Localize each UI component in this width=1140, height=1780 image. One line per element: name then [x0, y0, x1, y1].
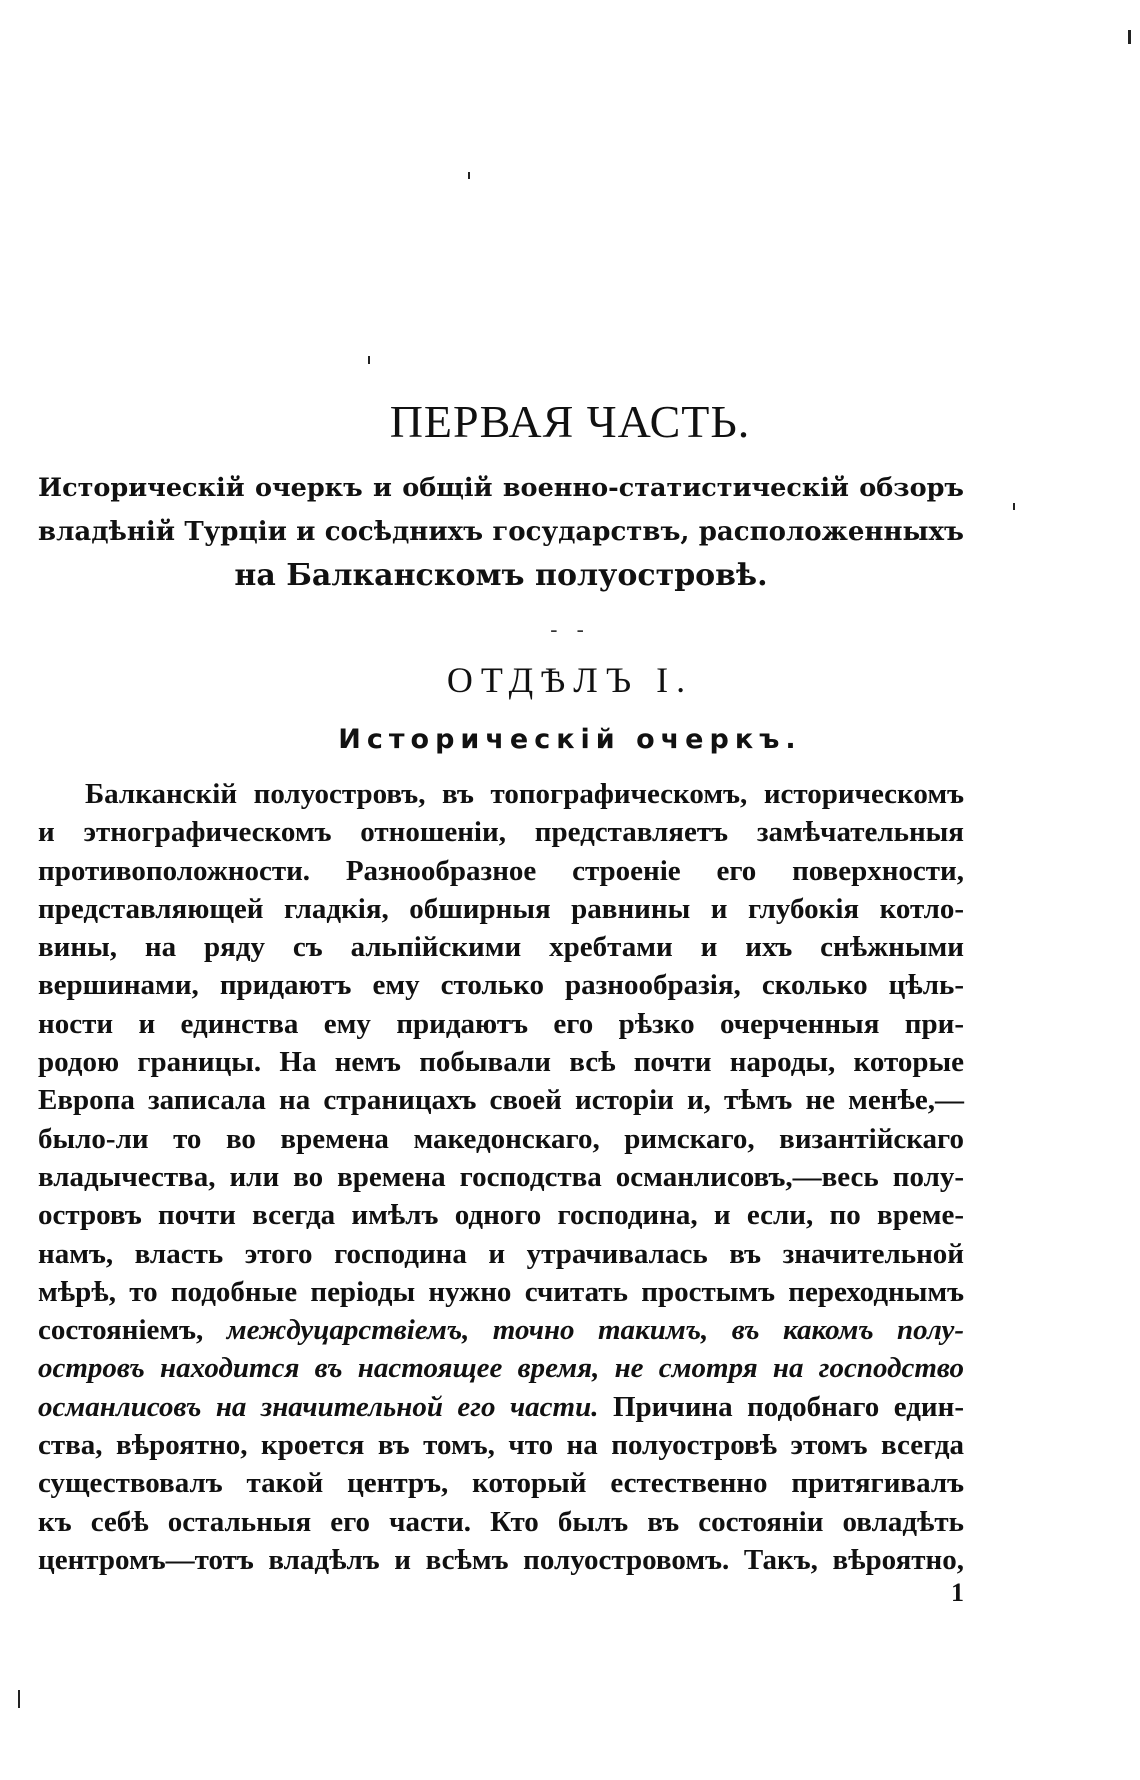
italic-text: междуцарствіемъ, точно такимъ, въ какомъ полу-: [226, 1314, 964, 1347]
text-line: ности и единства ему придаютъ его рѣзко очерченныя при-: [38, 1007, 964, 1040]
text-line: намъ, власть этого господина и утрачивалась въ значительной: [38, 1237, 964, 1270]
text-line: ства, вѣроятно, кроется въ томъ, что на полуостровѣ этомъ всегда: [38, 1429, 964, 1462]
text-line: [38, 1349, 964, 1387]
text-line: владычества, или во времена господства османлисовъ,—весь полу-: [38, 1160, 964, 1193]
text-line: мѣрѣ, то подобные періоды нужно считать простымъ переходнымъ: [38, 1275, 964, 1308]
part-subtitle: [38, 466, 964, 598]
subtitle-line: Историческій очеркъ и общій военно-статистическій обзоръ: [38, 473, 964, 503]
page-number: 1: [951, 1578, 964, 1607]
text-line: представляющей гладкія, обширныя равнины и глубокія котло-: [38, 892, 964, 925]
text-line: къ себѣ остальныя его части. Кто былъ въ состояніи овладѣть: [38, 1505, 964, 1538]
scan-speck: [18, 1690, 20, 1708]
scan-speck: [368, 356, 370, 364]
text-line: [38, 1311, 964, 1349]
part-title: ПЕРВАЯ ЧАСТЬ.: [389, 396, 751, 447]
subtitle-line: владѣній Турціи и сосѣднихъ государствъ, расположенныхъ: [38, 517, 964, 547]
plain-text: Причина подобнаго един-: [598, 1390, 964, 1423]
separator: - -: [550, 618, 590, 643]
text-line: родою границы. На немъ побывали всѣ почти народы, которые: [38, 1046, 964, 1079]
text-line: существовалъ такой центръ, который естественно притягивалъ: [38, 1467, 964, 1500]
body-paragraph: [38, 775, 964, 1579]
subtitle-line: на Балканскомъ полуостровѣ.: [234, 558, 768, 593]
scan-speck: [468, 172, 470, 179]
plain-text: состояніемъ,: [38, 1314, 227, 1347]
section-title: ОТДѢЛЪ I.: [446, 660, 694, 700]
text-line: [38, 1388, 964, 1426]
text-line: было-ли то во времена македонскаго, римскаго, византійскаго: [38, 1122, 964, 1155]
section-subtitle: Историческій очеркъ.: [338, 724, 802, 755]
scan-speck: [1128, 30, 1131, 44]
scan-speck: [1013, 503, 1015, 510]
text-line: островъ почти всегда имѣлъ одного господина, и если, по време-: [38, 1199, 964, 1232]
italic-text: островъ находится въ настоящее время, не смотря на господство: [38, 1352, 964, 1385]
text-line: и этнографическомъ отношеніи, представляетъ замѣчательныя: [38, 816, 964, 849]
text-line: вины, на ряду съ альпійскими хребтами и ихъ снѣжными: [38, 931, 964, 964]
italic-text: османлисовъ на значительной его части.: [38, 1390, 599, 1423]
text-line: Балканскій полуостровъ, въ топографическомъ, историческомъ: [85, 778, 964, 810]
text-line: Европа записала на страницахъ своей исторіи и, тѣмъ не менѣе,—: [38, 1084, 964, 1117]
text-line: центромъ—тотъ владѣлъ и всѣмъ полуостровомъ. Такъ, вѣроятно,: [38, 1543, 964, 1576]
text-line: вершинами, придаютъ ему столько разнообразія, сколько цѣль-: [38, 969, 964, 1002]
text-line: противоположности. Разнообразное строеніе его поверхности,: [38, 854, 964, 887]
